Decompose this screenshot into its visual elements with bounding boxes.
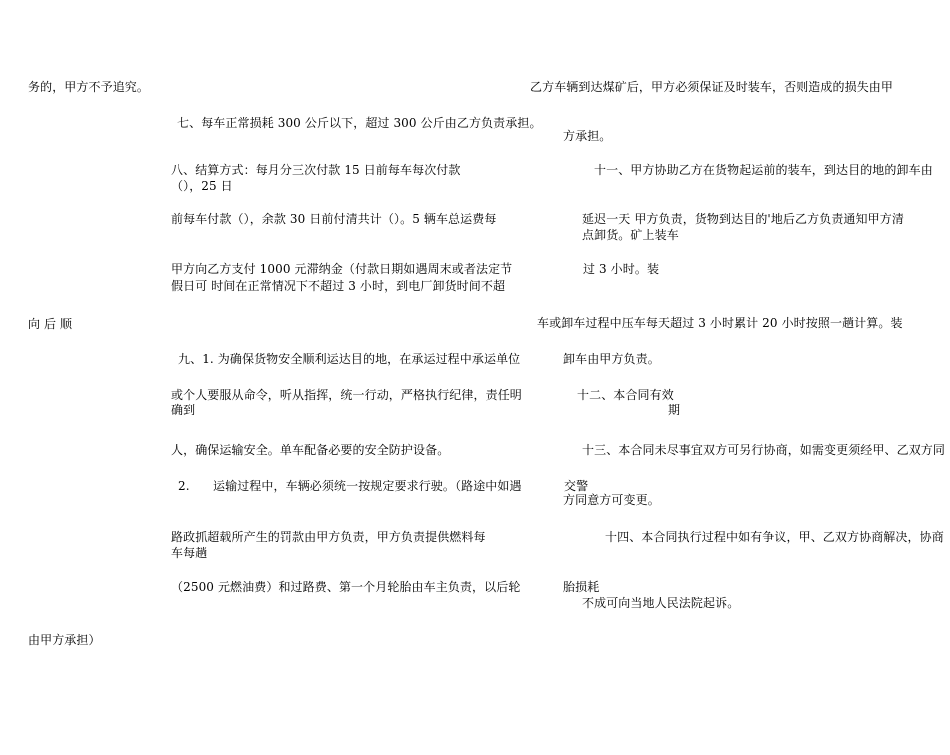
text-line: 延迟一天 甲方负责，货物到达目的'地后乙方负责通知甲方清: [582, 212, 904, 226]
text-line: 人，确保运输安全。单车配备必要的安全防护设备。: [171, 443, 450, 457]
text-line: 十一、甲方协助乙方在货物起运前的装车，到达目的地的卸车由: [594, 163, 933, 177]
text-line: 假日可 时间在正常情况下不超过 3 小时，到电厂卸货时间不超: [171, 279, 506, 293]
text-line: 胎损耗: [563, 580, 600, 594]
text-line: 期: [668, 403, 681, 417]
text-line: 过 3 小时。装: [583, 262, 660, 276]
text-line: 九、1. 为确保货物安全顺利运达目的地，在承运过程中承运单位: [178, 352, 521, 366]
text-line: 向 后 顺: [28, 317, 73, 331]
text-line: （2500 元燃油费）和过路费、第一个月轮胎由车主负责，以后轮: [171, 580, 521, 594]
text-line: 卸车由甲方负责。: [563, 352, 660, 366]
text-line: 务的，甲方不予追究。: [28, 80, 150, 94]
text-line: 乙方车辆到达煤矿后，甲方必须保证及时装车，否则造成的损失由甲: [530, 80, 894, 94]
text-line: 车每趟: [171, 546, 208, 560]
text-line: 确到: [171, 403, 196, 417]
text-line: 交警: [564, 479, 589, 493]
text-line: 甲方向乙方支付 1000 元滞纳金（付款日期如遇周末或者法定节: [171, 262, 513, 276]
text-line: 点卸货。矿上装车: [582, 228, 679, 242]
text-line: 方同意方可变更。: [563, 493, 660, 507]
text-line: 七、每车正常损耗 300 公斤以下，超过 300 公斤由乙方负责承担。: [177, 116, 542, 130]
text-line: 不成可向当地人民法院起诉。: [582, 596, 740, 610]
text-line: 由甲方承担）: [28, 633, 101, 647]
text-line: 前每车付款（），余款 30 日前付清共计（）。5 辆车总运费每: [171, 212, 497, 226]
text-line: 十四、本合同执行过程中如有争议，甲、乙双方协商解决，协商: [605, 530, 944, 544]
text-line: 八、结算方式：每月分三次付款 15 日前每车每次付款: [171, 163, 461, 177]
text-line: 车或卸车过程中压车每天超过 3 小时累计 20 小时按照一趟计算。装: [537, 316, 903, 330]
text-line: 运输过程中，车辆必须统一按规定要求行驶。（路途中如遇: [213, 479, 522, 493]
text-line: 或个人要服从命令，听从指挥，统一行动，严格执行纪律，责任明: [171, 388, 522, 402]
text-line: 十三、本合同未尽事宜双方可另行协商，如需变更须经甲、乙双方同: [582, 443, 946, 457]
text-line: （），25 日: [171, 179, 233, 193]
text-line: 方承担。: [563, 129, 612, 143]
text-line: 十二、本合同有效: [577, 388, 674, 402]
text-line: 路政抓超载所产生的罚款由甲方负责，甲方负责提供燃料每: [171, 530, 486, 544]
text-line: 2.: [178, 479, 190, 493]
